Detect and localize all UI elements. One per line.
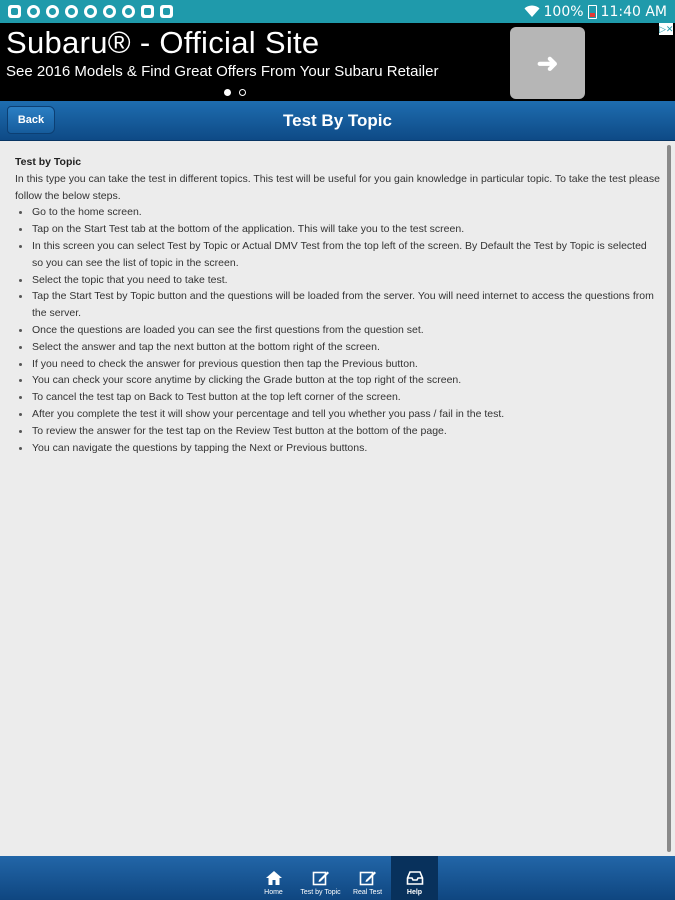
ad-subtitle[interactable]: See 2016 Models & Find Great Offers From Your Subaru Retailer	[6, 63, 439, 80]
list-item: You can check your score anytime by clicking the Grade button at the top right of the screen.	[15, 372, 660, 389]
ad-pager	[224, 89, 246, 96]
block-icon	[46, 5, 59, 18]
photo-icon	[141, 5, 154, 18]
cloud-icon	[65, 5, 78, 18]
clock: 11:40 AM	[600, 3, 667, 20]
list-item: Tap the Start Test by Topic button and the questions will be loaded from the server. You will need internet to access the questions from the server.	[15, 288, 660, 322]
list-item: To review the answer for the test tap on the Review Test button at the bottom of the page.	[15, 423, 660, 440]
list-item: To cancel the test tap on Back to Test button at the top left corner of the screen.	[15, 389, 660, 406]
block-icon	[84, 5, 97, 18]
tab-real-test[interactable]	[344, 856, 391, 900]
tab-label: Test by Topic	[300, 889, 341, 896]
status-bar	[0, 0, 675, 23]
list-item: In this screen you can select Test by Topic or Actual DMV Test from the top left of the screen. By Default the Test by Topic is selected so you can see the list of topic in the screen.	[15, 238, 660, 272]
arrow-right-icon: ➜	[536, 47, 559, 78]
battery-percent: 100%	[543, 3, 584, 20]
tab-home[interactable]	[250, 856, 297, 900]
page-title: Test By Topic	[283, 111, 392, 130]
list-item: Once the questions are loaded you can see the first questions from the question set.	[15, 322, 660, 339]
list-item: Select the topic that you need to take test.	[15, 272, 660, 289]
battery-icon	[588, 5, 597, 19]
block-icon	[103, 5, 116, 18]
list-item: Go to the home screen.	[15, 204, 660, 221]
bottom-tab-bar	[0, 856, 675, 900]
notification-icons	[0, 5, 173, 18]
edit-icon	[359, 870, 377, 886]
list-item: You can navigate the questions by tapping the Next or Previous buttons.	[15, 440, 660, 457]
system-indicators	[524, 4, 675, 20]
wifi-icon	[524, 5, 540, 18]
home-icon	[265, 870, 283, 886]
tab-label: Real Test	[352, 889, 383, 896]
section-title: Test by Topic	[15, 156, 82, 168]
intro-text: In this type you can take the test in different topics. This test will be useful for you gain knowledge in particular topic. To take the test please follow the below steps.	[15, 172, 660, 202]
screenshot-icon	[8, 5, 21, 18]
scrollbar[interactable]	[667, 145, 671, 852]
camera-icon	[160, 5, 173, 18]
tab-label: Home	[264, 889, 283, 896]
tab-label: Help	[406, 889, 423, 896]
list-item: Tap on the Start Test tab at the bottom of the application. This will take you to the test screen.	[15, 221, 660, 238]
edit-icon	[312, 870, 330, 886]
tab-test-by-topic[interactable]	[297, 856, 344, 900]
help-content	[15, 154, 660, 456]
navigation-header	[0, 101, 675, 141]
list-item: After you complete the test it will show your percentage and tell you whether you pass / fail in the test.	[15, 406, 660, 423]
ad-arrow-button[interactable]	[510, 27, 585, 99]
inbox-icon	[406, 870, 424, 886]
list-item: Select the answer and tap the next button at the bottom right of the screen.	[15, 339, 660, 356]
ad-choices-icon[interactable]: ▷✕	[659, 24, 674, 34]
list-item: If you need to check the answer for previous question then tap the Previous button.	[15, 356, 660, 373]
ad-banner[interactable]	[0, 23, 675, 101]
block-icon	[122, 5, 135, 18]
steps-list	[15, 204, 660, 456]
tab-help[interactable]	[391, 856, 438, 900]
ad-title[interactable]: Subaru® - Official Site	[6, 25, 320, 60]
back-button[interactable]: Back	[7, 106, 55, 134]
ad-pager-dot	[239, 89, 246, 96]
ad-pager-dot-active	[224, 89, 231, 96]
sync-icon	[27, 5, 40, 18]
